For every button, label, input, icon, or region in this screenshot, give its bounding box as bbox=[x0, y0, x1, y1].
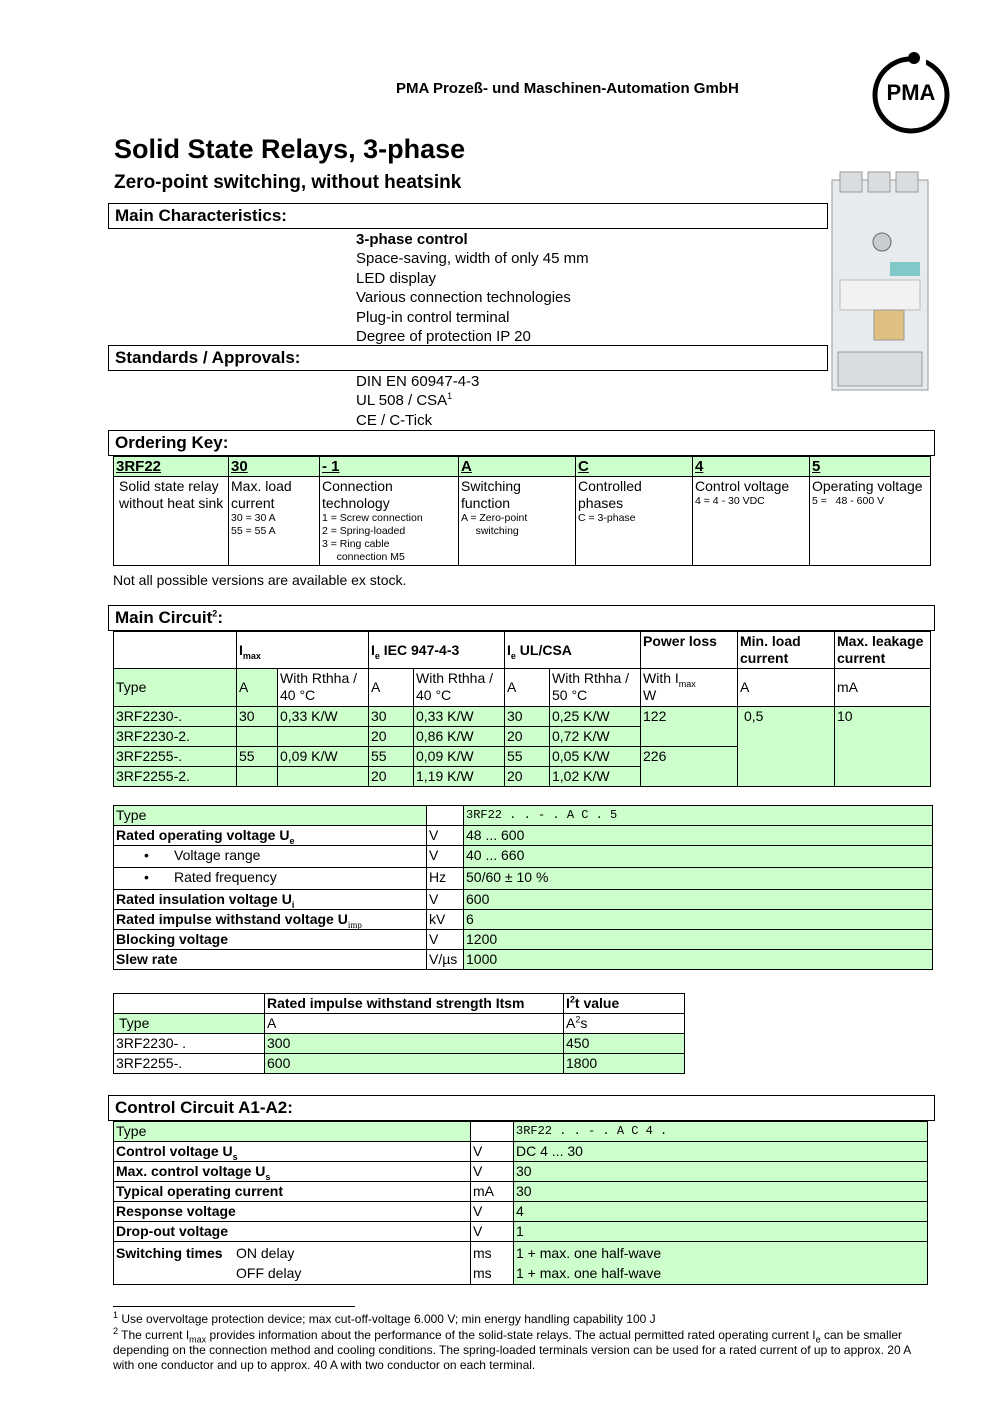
ok-desc: Connection technology bbox=[322, 478, 393, 511]
table-row: • Rated frequency Hz 50/60 ± 10 % bbox=[114, 868, 933, 890]
ok-desc: Control voltage bbox=[695, 478, 790, 494]
table-row: Slew rate V/µs 1000 bbox=[114, 950, 933, 970]
ok-detail: 1 = Screw connection 2 = Spring-loaded 3 = Ring cable connection M5 bbox=[322, 512, 423, 563]
footnote-2: $^2$ The current $I_{max}$ provides information about the performance of the solid-state relays. The actual permitted rated operating current $I_e$ can be smaller depending on the connection method and cooling conditions. The spring-loaded terminals version can be used for a rated current of up to approx. 20 A with one conductor and up to approx. 40 A with two conductor on each terminal. bbox=[113, 1326, 911, 1372]
standard-item: DIN EN 60947-4-3 bbox=[356, 373, 480, 390]
table-row: 3RF2255-. 55 0,09 K/W 55 0,09 K/W 55 0,05 K/W 226 bbox=[114, 747, 931, 767]
table-row: 3RF2230- . 300 450 bbox=[114, 1034, 685, 1054]
table-row: Typical operating current mA 30 bbox=[114, 1182, 928, 1202]
table-row: Blocking voltage V 1200 bbox=[114, 930, 933, 950]
page-title: Solid State Relays, 3-phase bbox=[114, 134, 466, 164]
main-circuit-table bbox=[113, 631, 931, 787]
table-row: Control voltage $U_s$ V DC 4 ... 30 bbox=[114, 1142, 928, 1162]
standards-list bbox=[356, 372, 479, 430]
mc-subheader-row: Type A With Rthha / 40 °C A With Rthha / 40 °C A With Rthha / 50 °C With $I_{max}$ W A mA bbox=[114, 669, 931, 707]
mc-h-type: Type bbox=[114, 669, 237, 707]
table-row: 3RF2255-2. 20 1,19 K/W 20 1,02 K/W bbox=[114, 767, 931, 787]
table-row: 3RF2230-. 30 0,33 K/W 30 0,33 K/W 30 0,25 K/W 122 0,5 10 bbox=[114, 707, 931, 727]
table-row: Rated impulse withstand strength Itsm $I^2t$ value bbox=[114, 994, 685, 1014]
table-row: 3RF2230-2. 20 0,86 K/W 20 0,72 K/W bbox=[114, 727, 931, 747]
ok-code: 30 bbox=[229, 457, 320, 477]
footnote-1: $^1$ Use overvoltage protection device; max cut-off-voltage 6.000 V; min energy handling capability 100 J bbox=[113, 1310, 656, 1326]
main-circuit-header: Main Circuit$^2$: bbox=[108, 605, 935, 631]
standards-header: Standards / Approvals: bbox=[108, 345, 828, 371]
standard-item: UL 508 / CSA$^1$ bbox=[356, 391, 453, 410]
characteristic-item: LED display bbox=[356, 269, 437, 287]
table-row: Type A $A^2s$ bbox=[114, 1014, 685, 1034]
main-characteristics-list bbox=[356, 230, 589, 346]
control-circuit-table bbox=[113, 1121, 928, 1285]
table-row: Type 3RF22 . . - . A C . 5 bbox=[114, 806, 933, 826]
ok-desc: Controlled phases bbox=[578, 478, 642, 511]
logo-text: PMA bbox=[886, 80, 936, 105]
table-row: • Voltage range V 40 ... 660 bbox=[114, 846, 933, 868]
table-row: Response voltage V 4 bbox=[114, 1202, 928, 1222]
table-row: Drop-out voltage V 1 bbox=[114, 1222, 928, 1242]
table-row: Max. control voltage $U_s$ V 30 bbox=[114, 1162, 928, 1182]
characteristic-item: Degree of protection IP 20 bbox=[356, 328, 531, 346]
ok-code: 4 bbox=[693, 457, 810, 477]
characteristic-item: Space-saving, width of only 45 mm bbox=[356, 250, 589, 268]
standard-item: CE / C-Tick bbox=[356, 411, 433, 429]
characteristic-item: Plug-in control terminal bbox=[356, 308, 510, 326]
ok-desc: Max. load current bbox=[231, 478, 292, 511]
ok-code: - 1 bbox=[320, 457, 459, 477]
mc-h-ie-iec: $I_e$ IEC 947-4-3 bbox=[369, 632, 505, 669]
ok-detail: A = Zero-point switching bbox=[461, 512, 528, 537]
ok-code: A bbox=[459, 457, 576, 477]
mc-h-power: Power loss bbox=[641, 632, 738, 669]
ok-code: 5 bbox=[810, 457, 931, 477]
ok-desc: Operating voltage bbox=[812, 478, 923, 494]
ordering-code-row bbox=[114, 457, 931, 477]
pma-logo bbox=[866, 50, 956, 140]
footnote-ref: 1 bbox=[447, 391, 453, 402]
mc-h-imax: $I_{max}$ bbox=[237, 632, 369, 669]
mc-h-ie-ul: $I_e$ UL/CSA bbox=[505, 632, 641, 669]
mc-h-leak: Max. leakage current bbox=[835, 632, 931, 669]
mc-h-minload: Min. load current bbox=[738, 632, 835, 669]
footnote-divider bbox=[113, 1306, 355, 1307]
ok-detail: 5 = 48 - 600 V bbox=[812, 495, 885, 507]
table-row: Type 3RF22 . . - . A C 4 . bbox=[114, 1122, 928, 1142]
control-circuit-header: Control Circuit A1-A2: bbox=[108, 1095, 935, 1121]
rated-values-table bbox=[113, 805, 933, 970]
ordering-note: Not all possible versions are available ex stock. bbox=[113, 572, 407, 588]
ok-code: 3RF22 bbox=[114, 457, 229, 477]
ok-code: C bbox=[576, 457, 693, 477]
ok-detail: 30 = 30 A 55 = 55 A bbox=[231, 512, 276, 537]
mc-header-row bbox=[114, 632, 931, 669]
ordering-key-header: Ordering Key: bbox=[108, 430, 935, 456]
ok-detail: C = 3-phase bbox=[578, 512, 636, 524]
table-row: 3RF2255-. 600 1800 bbox=[114, 1054, 685, 1074]
table-row: Rated insulation voltage $U_i$ V 600 bbox=[114, 890, 933, 910]
main-characteristics-header: Main Characteristics: bbox=[108, 203, 828, 229]
table-row: Rated impulse withstand voltage $U_{imp}$ kV 6 bbox=[114, 910, 933, 930]
table-row: Switching times ON delay OFF delay ms ms 1 + max. one half-wave 1 + max. one half-wave bbox=[114, 1242, 928, 1285]
page-subtitle: Zero-point switching, without heatsink bbox=[114, 172, 462, 193]
table-row: Rated operating voltage $U_e$ V 48 ... 600 bbox=[114, 826, 933, 846]
ordering-key-table bbox=[113, 456, 931, 566]
product-image bbox=[830, 170, 930, 392]
ok-desc: Solid state relay without heat sink bbox=[119, 478, 224, 511]
ok-desc: Switching function bbox=[461, 478, 521, 511]
characteristic-item: Various connection technologies bbox=[356, 289, 571, 307]
characteristic-item: 3-phase control bbox=[356, 231, 468, 248]
ok-detail: 4 = 4 - 30 VDC bbox=[695, 495, 765, 507]
company-name: PMA Prozeß- und Maschinen-Automation GmbH bbox=[396, 80, 739, 97]
ordering-desc-row bbox=[114, 477, 931, 566]
impulse-table bbox=[113, 993, 685, 1074]
